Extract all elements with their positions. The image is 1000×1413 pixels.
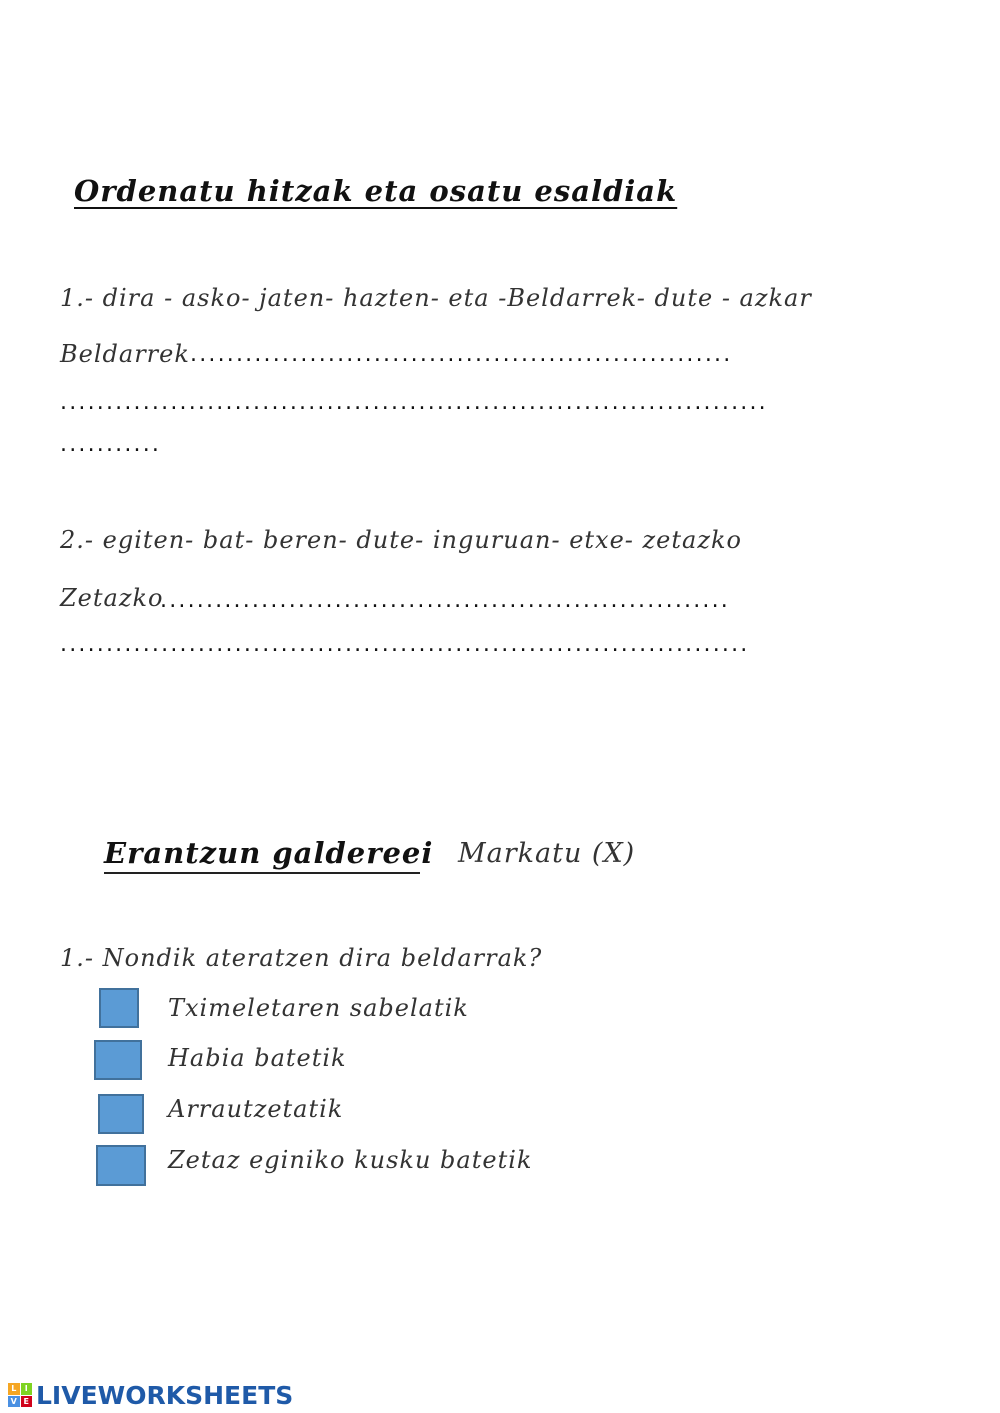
logo-icon-letter: I — [21, 1383, 33, 1395]
logo-text: LIVEWORKSHEETS — [36, 1380, 294, 1410]
question-2-answer-dots-1[interactable]: .............................................................. — [160, 588, 730, 613]
liveworksheets-logo[interactable] — [8, 1378, 293, 1412]
question-2-answer-start: Zetazko — [60, 584, 164, 612]
question-1-prompt: 1.- dira - asko- jaten- hazten- eta -Beldarrek- dute - azkar — [60, 284, 812, 312]
logo-icon-letter: L — [8, 1383, 20, 1395]
option-checkbox-3[interactable] — [98, 1094, 144, 1134]
option-label-4: Zetaz eginiko kusku batetik — [168, 1146, 533, 1174]
question-1-answer-start: Beldarrek — [60, 340, 190, 368]
option-checkbox-2[interactable] — [94, 1040, 142, 1080]
question-3-prompt: 1.- Nondik ateratzen dira beldarrak? — [60, 944, 543, 972]
question-2-prompt: 2.- egiten- bat- beren- dute- inguruan- etxe- zetazko — [60, 526, 742, 554]
section1-title: Ordenatu hitzak eta osatu esaldiak — [74, 174, 678, 208]
logo-icon-letter: E — [21, 1396, 33, 1408]
question-1-answer-dots-3[interactable]: ........... — [60, 432, 162, 457]
logo-icon-letter: V — [8, 1396, 20, 1408]
section2-instruction: Markatu (X) — [458, 838, 636, 869]
option-checkbox-4[interactable] — [96, 1145, 146, 1186]
question-1-answer-dots-2[interactable]: ............................................................................. — [60, 390, 768, 415]
logo-icon — [8, 1383, 32, 1407]
option-checkbox-1[interactable] — [99, 988, 139, 1028]
question-1-answer-dots-1[interactable]: ........................................................... — [190, 342, 733, 367]
section2-title-underline — [104, 872, 420, 874]
question-2-answer-dots-2[interactable]: ........................................................................... — [60, 632, 750, 657]
option-label-3: Arrautzetatik — [168, 1095, 344, 1123]
option-label-1: Tximeletaren sabelatik — [168, 994, 469, 1022]
option-label-2: Habia batetik — [168, 1044, 347, 1072]
section2-title: Erantzun galdereei — [104, 836, 434, 870]
